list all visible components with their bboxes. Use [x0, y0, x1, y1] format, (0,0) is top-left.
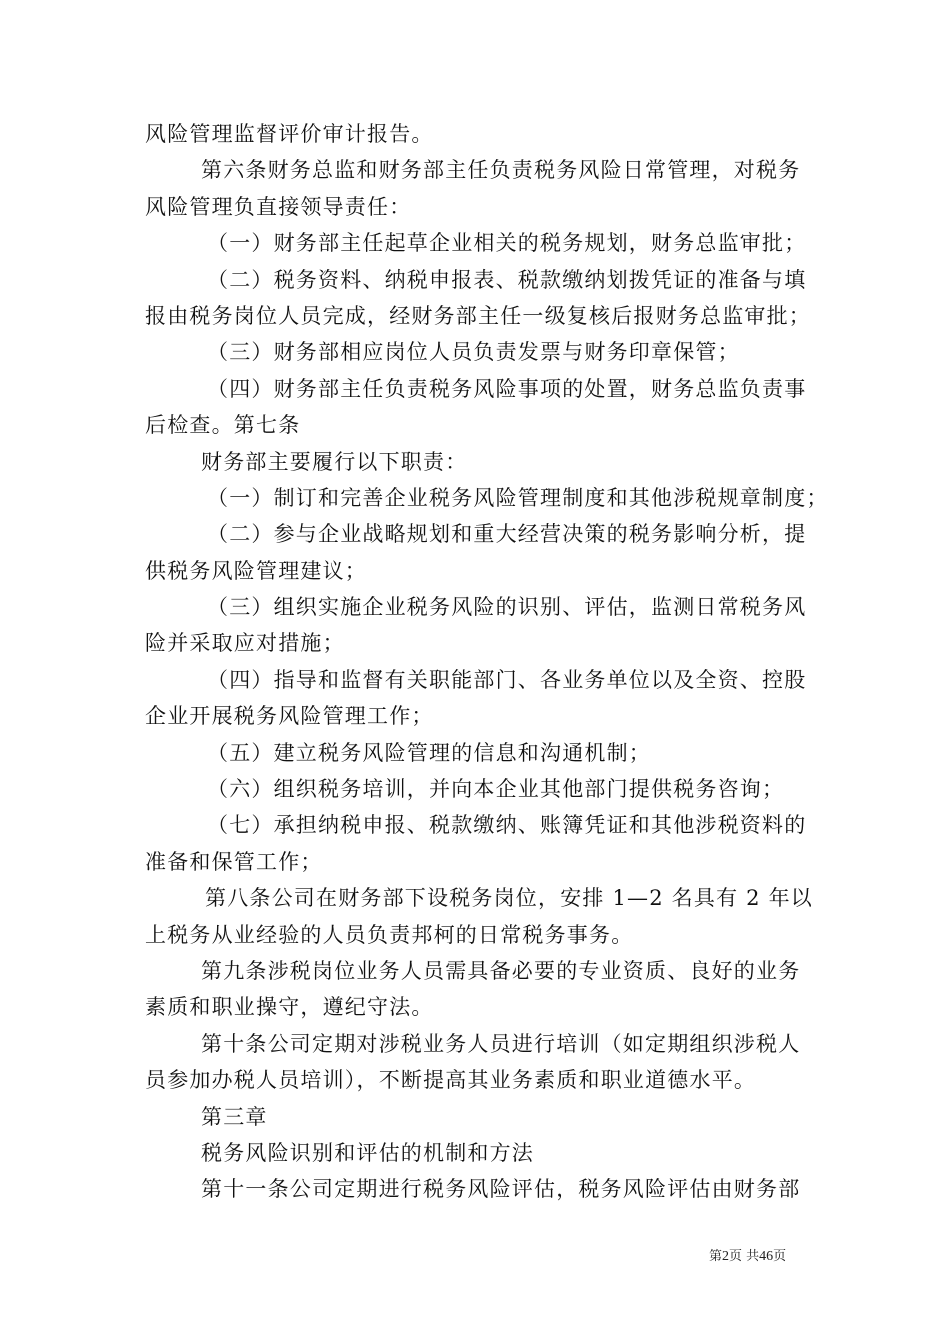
- current-page-number: 2: [722, 1249, 730, 1264]
- page-footer: [709, 1245, 786, 1265]
- footer-middle: 页 共: [729, 1249, 760, 1264]
- body-line: （六）组织税务培训，并向本企业其他部门提供税务咨询；: [207, 777, 785, 802]
- body-line: 风险管理监督评价审计报告。: [145, 122, 434, 146]
- body-line: （五）建立税务风险管理的信息和沟通机制；: [207, 740, 651, 765]
- total-pages-number: 46: [759, 1249, 774, 1264]
- body-line: 报由税务岗位人员完成，经财务部主任一级复核后报财务总监审批；: [145, 303, 811, 328]
- body-line: （二）税务资料、纳税申报表、税款缴纳划拨凭证的准备与填: [207, 267, 807, 292]
- body-line: 第九条涉税岗位业务人员需具备必要的专业资质、良好的业务: [201, 958, 801, 983]
- footer-prefix: 第: [709, 1249, 723, 1264]
- body-line: 企业开展税务风险管理工作；: [145, 704, 434, 729]
- body-line: （三）财务部相应岗位人员负责发票与财务印章保管；: [207, 340, 740, 365]
- chapter-title: 税务风险识别和评估的机制和方法: [201, 1140, 534, 1165]
- body-line: 第八条公司在财务部下设税务岗位，安排 1—2 名具有 2 年以: [205, 886, 813, 911]
- body-line: 后检查。第七条: [145, 413, 301, 438]
- body-line: （四）财务部主任负责税务风险事项的处置，财务总监负责事: [207, 376, 807, 401]
- body-line: 供税务风险管理建议；: [145, 558, 367, 583]
- body-line: （四）指导和监督有关职能部门、各业务单位以及全资、控股: [207, 667, 807, 692]
- body-line: 第十一条公司定期进行税务风险评估，税务风险评估由财务部: [201, 1177, 801, 1202]
- body-line: 准备和保管工作；: [145, 849, 323, 874]
- body-line: 第十条公司定期对涉税业务人员进行培训（如定期组织涉税人: [201, 1031, 801, 1056]
- footer-suffix: 页: [773, 1249, 787, 1264]
- body-line: （一）制订和完善企业税务风险管理制度和其他涉税规章制度；: [207, 485, 829, 510]
- body-line: （三）组织实施企业税务风险的识别、评估，监测日常税务风: [207, 595, 807, 620]
- body-line: 上税务从业经验的人员负责邦柯的日常税务事务。: [145, 922, 634, 947]
- document-body: [145, 116, 829, 1208]
- body-line: （二）参与企业战略规划和重大经营决策的税务影响分析，提: [207, 522, 807, 547]
- body-line: 风险管理负直接领导责任：: [145, 194, 412, 219]
- body-line: 素质和职业操守，遵纪守法。: [145, 995, 434, 1020]
- body-line: 员参加办税人员培训），不断提高其业务素质和职业道德水平。: [145, 1068, 757, 1093]
- chapter-heading: 第三章: [201, 1104, 268, 1129]
- body-line: （七）承担纳税申报、税款缴纳、账簿凭证和其他涉税资料的: [207, 813, 807, 838]
- body-line: （一）财务部主任起草企业相关的税务规划，财务总监审批；: [207, 231, 807, 256]
- body-line: 险并采取应对措施；: [145, 631, 345, 656]
- body-line: 第六条财务总监和财务部主任负责税务风险日常管理，对税务: [201, 158, 801, 183]
- body-line: 财务部主要履行以下职责：: [201, 449, 468, 474]
